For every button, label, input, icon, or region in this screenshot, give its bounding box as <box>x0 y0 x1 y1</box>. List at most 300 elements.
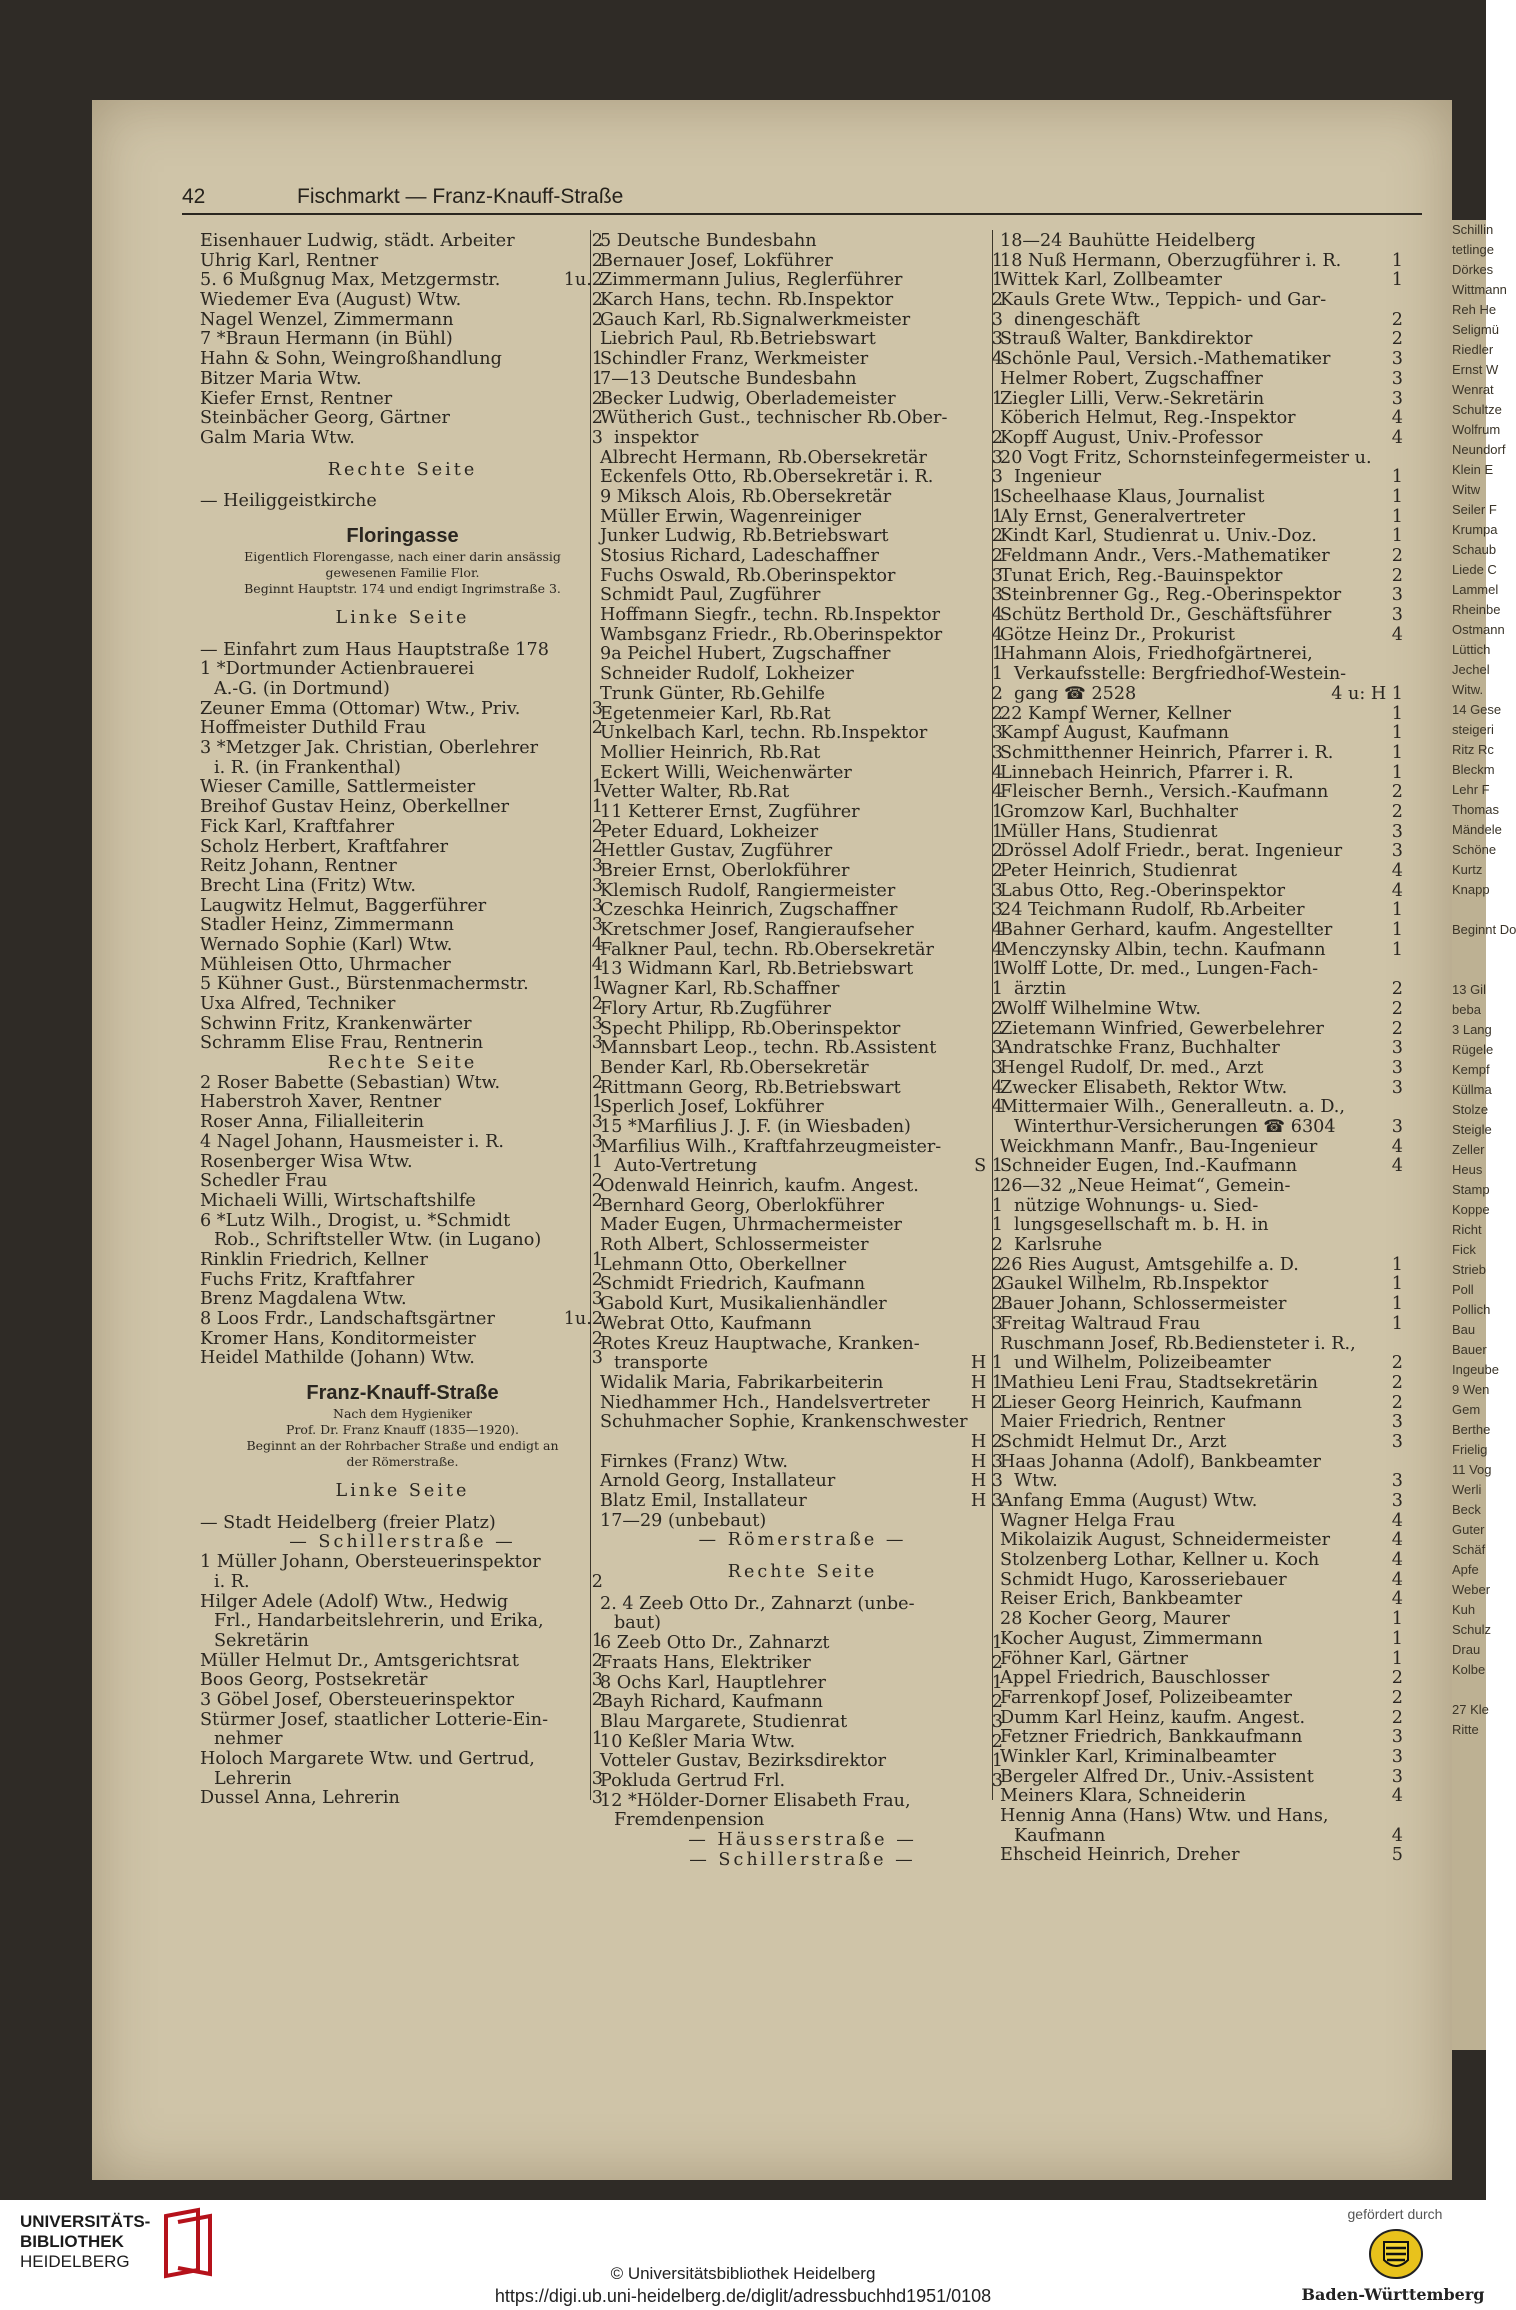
entry-text: Peter Eduard, Lokheizer <box>600 821 819 842</box>
floor-number: 3 <box>591 427 603 448</box>
floor-number: 3 <box>591 1289 603 1310</box>
resident-entry <box>200 311 605 331</box>
entry-text: nützige Wohnungs- u. Sied- <box>1014 1195 1259 1216</box>
entry-text: Bergeler Alfred Dr., Univ.-Assistent <box>1000 1766 1314 1787</box>
entry-text: Steinbrenner Gg., Reg.-Oberinspektor <box>1000 585 1342 606</box>
entry-text: Kretschmer Josef, Rangieraufseher <box>600 920 914 941</box>
floor-number: 4 <box>1391 1136 1403 1157</box>
entry-text: Schneider Eugen, Ind.-Kaufmann <box>1000 1156 1298 1177</box>
resident-entry <box>600 1315 1005 1335</box>
entry-text: Wernado Sophie (Karl) Wtw. <box>200 934 453 955</box>
neighbor-fragment: Drau <box>1452 1642 1481 1657</box>
entry-text: Schmidt Hugo, Karosseriebauer <box>1000 1569 1287 1590</box>
resident-entry <box>200 975 605 995</box>
resident-entry <box>1000 882 1405 902</box>
neighbor-fragment: Gem <box>1452 1402 1481 1417</box>
floor-number: S 1 <box>974 1156 1003 1177</box>
floor-number: 1 <box>1391 467 1403 488</box>
resident-entry <box>1000 527 1405 547</box>
entry-text: 24 Teichmann Rudolf, Rb.Arbeiter <box>1000 900 1305 921</box>
entry-text: Breier Ernst, Oberlokführer <box>600 861 850 881</box>
entry-text: Lieser Georg Heinrich, Kaufmann <box>1000 1392 1302 1413</box>
entry-text: Wütherich Gust., technischer Rb.Ober- <box>600 408 948 429</box>
floor-number: 3 <box>591 875 603 896</box>
resident-entry <box>1000 1157 1405 1177</box>
entry-text: Schmidt Helmut Dr., Arzt <box>1000 1431 1227 1452</box>
entry-text: 2 Roser Babette (Sebastian) Wtw. <box>200 1072 501 1093</box>
floor-number: 1 <box>1391 270 1403 291</box>
resident-entry <box>200 680 605 700</box>
neighbor-fragment: Seiler F <box>1452 502 1497 517</box>
floor-number: 2 <box>1391 1372 1403 1393</box>
entry-text: Reiser Erich, Bankbeamter <box>1000 1589 1243 1610</box>
entry-text: Dumm Karl Heinz, kaufm. Angest. <box>1000 1707 1306 1728</box>
floor-number: 3 <box>991 447 1003 468</box>
neighbor-fragment: Lüttich <box>1452 642 1491 657</box>
entry-text: Kiefer Ernst, Rentner <box>200 388 393 409</box>
entry-text: 2. 4 Zeeb Otto Dr., Zahnarzt (unbe- <box>600 1593 915 1614</box>
entry-text: Sekretärin <box>214 1630 309 1651</box>
sponsor-name: Baden-Württemberg <box>1301 2285 1485 2304</box>
resident-entry <box>600 842 1005 862</box>
entry-text: Fremdenpension <box>614 1810 765 1831</box>
spacer <box>200 512 605 524</box>
resident-entry <box>600 488 1005 508</box>
entry-text: Klemisch Rudolf, Rangiermeister <box>600 880 896 901</box>
resident-entry <box>600 862 1005 882</box>
floor-number: 1 <box>991 1176 1003 1196</box>
resident-entry <box>200 252 605 272</box>
section-heading: — Häusserstraße — <box>688 1830 917 1850</box>
resident-entry <box>200 370 605 390</box>
resident-entry <box>1000 1177 1405 1197</box>
entry-text: Auto-Vertretung <box>614 1156 758 1177</box>
resident-entry <box>600 1335 1005 1355</box>
floor-number: 1 <box>1391 250 1403 271</box>
entry-text: Heidel Mathilde (Johann) Wtw. <box>200 1348 475 1369</box>
entry-text: Feldmann Andr., Vers.-Mathematiker <box>1000 546 1330 566</box>
resident-entry <box>600 1433 1005 1453</box>
floor-number: 1 <box>1391 1294 1403 1315</box>
resident-entry <box>600 232 1005 252</box>
resident-entry <box>600 1059 1005 1079</box>
floor-number: H 1 <box>970 1353 1003 1374</box>
floor-number: 3 <box>1391 821 1403 842</box>
resident-entry <box>200 798 605 818</box>
floor-number: 4 <box>1391 861 1403 881</box>
entry-text: Brecht Lina (Fritz) Wtw. <box>200 875 416 896</box>
resident-entry <box>600 1098 1005 1118</box>
resident-entry <box>1000 645 1405 665</box>
neighbor-fragment: Riedler <box>1452 342 1494 357</box>
entry-text: Steinbächer Georg, Gärtner <box>200 408 450 429</box>
floor-number: 1 <box>991 1195 1003 1216</box>
resident-entry <box>1000 1020 1405 1040</box>
resident-entry <box>600 1039 1005 1059</box>
floor-number: 1 <box>1391 939 1403 960</box>
entry-text: Bernauer Josef, Lokführer <box>600 250 833 271</box>
entry-text: Lehrerin <box>214 1768 292 1789</box>
entry-text: Ziegler Lilli, Verw.-Sekretärin <box>1000 388 1265 409</box>
entry-text: 10 Keßler Maria Wtw. <box>600 1731 796 1752</box>
floor-number: 3 <box>591 1033 603 1054</box>
floor-number: 1 <box>1391 703 1403 724</box>
resident-entry <box>600 311 1005 331</box>
entry-text: Laugwitz Helmut, Baggerführer <box>200 895 487 916</box>
floor-number: 3 <box>991 309 1003 330</box>
entry-text: Winterthur-Versicherungen ☎ 6304 <box>1014 1116 1336 1137</box>
entry-text: Müller Erwin, Wagenreiniger <box>600 506 862 527</box>
entry-text: Wolff Lotte, Dr. med., Lungen-Fach- <box>1000 959 1319 980</box>
floor-number: 1 <box>991 644 1003 665</box>
floor-number: 2 <box>591 1328 603 1349</box>
floor-number: 2 <box>591 1072 603 1093</box>
floor-number: H 3 <box>970 1491 1003 1511</box>
floor-number: 1 <box>991 821 1003 842</box>
entry-text: Köberich Helmut, Reg.-Inspektor <box>1000 408 1296 429</box>
street-note: gewesenen Familie Flor. <box>325 564 480 580</box>
floor-number: 2 <box>991 1235 1003 1256</box>
entry-text: Fetzner Friedrich, Bankkaufmann <box>1000 1727 1303 1748</box>
neighbor-fragment: 13 Gil <box>1452 982 1486 997</box>
entry-text: Föhner Karl, Gärtner <box>1000 1648 1188 1669</box>
neighbor-fragment: Fick <box>1452 1242 1476 1257</box>
floor-number: 2 <box>591 250 603 271</box>
floor-number: 2 <box>1391 1668 1403 1689</box>
resident-entry <box>200 1113 605 1133</box>
floor-number: 4 <box>991 605 1003 626</box>
floor-number: 2 <box>991 427 1003 448</box>
entry-text: — Stadt Heidelberg (freier Platz) <box>200 1512 496 1533</box>
entry-text: Schütz Berthold Dr., Geschäftsführer <box>1000 605 1332 626</box>
entry-text: Bayh Richard, Kaufmann <box>600 1692 823 1713</box>
floor-number: 2 <box>991 1294 1003 1315</box>
entry-text: 5 Deutsche Bundesbahn <box>600 231 817 251</box>
entry-text: Vetter Walter, Rb.Rat <box>600 782 790 803</box>
floor-number: 4 <box>591 934 603 955</box>
resident-entry <box>1000 330 1405 350</box>
floor-number: 1 <box>1391 1313 1403 1334</box>
resident-entry <box>600 941 1005 961</box>
entry-text: Schneider Rudolf, Lokheizer <box>600 664 854 685</box>
resident-entry <box>600 1275 1005 1295</box>
logo-line: BIBLIOTHEK <box>20 2232 124 2251</box>
resident-entry <box>600 665 1005 685</box>
floor-number: 2 <box>1391 1687 1403 1708</box>
library-logo-text[interactable] <box>20 2212 150 2272</box>
neighbor-fragment: Krumpa <box>1452 522 1498 537</box>
resident-entry <box>200 1310 605 1330</box>
entry-text: Hettler Gustav, Zugführer <box>600 841 833 862</box>
entry-text: Egetenmeier Karl, Rb.Rat <box>600 703 831 724</box>
entry-text: 4 Nagel Johann, Hausmeister i. R. <box>200 1131 504 1152</box>
floor-number: 3 <box>1391 1116 1403 1137</box>
floor-number: 3 <box>991 585 1003 606</box>
resident-entry <box>600 1472 1005 1492</box>
resident-entry <box>200 838 605 858</box>
floor-number: 3 <box>991 1038 1003 1059</box>
entry-text: Schindler Franz, Werkmeister <box>600 349 869 370</box>
neighbor-fragment: Schäf <box>1452 1542 1486 1557</box>
floor-number: 4 <box>991 1077 1003 1098</box>
neighbor-fragment: tetlinge <box>1452 242 1494 257</box>
resident-entry <box>600 1752 1005 1772</box>
floor-number: 4 <box>1391 1510 1403 1531</box>
floor-number: 2 <box>991 703 1003 724</box>
resident-entry <box>200 995 605 1015</box>
resident-entry <box>600 783 1005 803</box>
floor-number: 2 <box>991 1652 1003 1673</box>
floor-number: 3 <box>991 329 1003 350</box>
column-middle <box>600 232 1005 1870</box>
resident-entry <box>200 1133 605 1153</box>
resident-entry <box>1000 449 1405 469</box>
entry-text: Wambsganz Friedr., Rb.Oberinspektor <box>600 624 943 645</box>
floor-number: 3 <box>1391 585 1403 606</box>
resident-entry <box>200 936 605 956</box>
neighbor-fragment: Bleckm <box>1452 762 1495 777</box>
floor-number: 1 <box>1391 526 1403 547</box>
entry-text: Schmidt Paul, Zugführer <box>600 585 821 606</box>
entry-text: Holoch Margarete Wtw. und Gertrud, <box>200 1749 535 1769</box>
resident-entry <box>1000 547 1405 567</box>
entry-text: Kromer Hans, Konditormeister <box>200 1328 476 1349</box>
resident-entry <box>200 1730 605 1750</box>
floor-number: 2 <box>991 1692 1003 1713</box>
floor-number: 2 <box>991 861 1003 881</box>
entry-text: Eisenhauer Ludwig, städt. Arbeiter <box>200 231 515 251</box>
entry-text: Galm Maria Wtw. <box>200 427 355 448</box>
neighbor-fragment: 27 Kle <box>1452 1702 1489 1717</box>
entry-text: Albrecht Hermann, Rb.Obersekretär <box>600 447 927 468</box>
entry-text: Boos Georg, Postsekretär <box>200 1670 428 1691</box>
resident-entry <box>200 1231 605 1251</box>
entry-text: Stosius Richard, Ladeschaffner <box>600 546 879 566</box>
floor-number: 4 <box>1391 624 1403 645</box>
entry-text: Wagner Helga Frau <box>1000 1510 1176 1531</box>
resident-entry <box>1000 1000 1405 1020</box>
resident-entry <box>200 1632 605 1652</box>
entry-text: 6 Zeeb Otto Dr., Zahnarzt <box>600 1633 830 1654</box>
resident-entry <box>1000 606 1405 626</box>
resident-entry <box>600 252 1005 272</box>
street-title: Floringasse <box>346 524 459 547</box>
entry-text: Zwecker Elisabeth, Rektor Wtw. <box>1000 1077 1288 1098</box>
entry-text: Haas Johanna (Adolf), Bankbeamter <box>1000 1451 1321 1472</box>
entry-text: Scheelhaase Klaus, Journalist <box>1000 486 1265 507</box>
entry-text: Rittmann Georg, Rb.Betriebswart <box>600 1077 901 1098</box>
resident-entry <box>200 409 605 429</box>
entry-text: Wittek Karl, Zollbeamter <box>1000 270 1222 291</box>
floor-number: 2 <box>991 998 1003 1019</box>
resident-entry <box>600 645 1005 665</box>
entry-text: 12 *Hölder-Dorner Elisabeth Frau, <box>600 1790 911 1811</box>
resident-entry <box>200 1553 605 1573</box>
floor-number: H 3 <box>970 1451 1003 1472</box>
resident-entry <box>1000 1118 1405 1138</box>
section-heading: — Schillerstraße — <box>289 1532 516 1553</box>
entry-text: Reitz Johann, Rentner <box>200 856 397 877</box>
resident-entry <box>600 724 1005 744</box>
floor-number: 3 <box>591 698 603 719</box>
entry-text: Stolzenberg Lothar, Kellner u. Koch <box>1000 1550 1320 1571</box>
resident-entry <box>1000 1472 1405 1492</box>
floor-number: 2 <box>991 1018 1003 1039</box>
neighbor-fragment: Liede C <box>1452 562 1497 577</box>
column-left <box>200 232 605 1809</box>
entry-text: Becker Ludwig, Oberlademeister <box>600 388 896 409</box>
resident-entry <box>600 685 1005 705</box>
neighbor-fragment: Steigle <box>1452 1122 1492 1137</box>
column-right <box>1000 232 1405 1866</box>
entry-text: Ingenieur <box>1014 467 1102 488</box>
entry-text: Rinklin Friedrich, Kellner <box>200 1249 428 1270</box>
resident-entry <box>600 744 1005 764</box>
entry-text: Schedler Frau <box>200 1171 328 1192</box>
street-note: Beginnt an der Rohrbacher Straße und endigt an <box>246 1438 559 1454</box>
entry-text: Eckert Willi, Weichenwärter <box>600 762 852 783</box>
floor-number: 4 <box>991 762 1003 783</box>
resident-entry <box>200 1652 605 1672</box>
floor-number: 3 <box>1391 368 1403 389</box>
resident-entry <box>600 586 1005 606</box>
floor-number: 2 <box>1391 1353 1403 1374</box>
resident-entry <box>1000 586 1405 606</box>
floor-number: 1 <box>1391 1628 1403 1649</box>
neighbor-fragment: Zeller <box>1452 1142 1485 1157</box>
neighbor-fragment: Kuh <box>1452 1602 1476 1617</box>
neighbor-fragment: Witw. <box>1452 682 1484 697</box>
entry-text: Bahner Gerhard, kaufm. Angestellter <box>1000 920 1333 941</box>
resident-entry <box>200 492 605 512</box>
resident-entry <box>600 1693 1005 1713</box>
resident-entry <box>600 1000 1005 1020</box>
floor-number: 2 <box>1391 1392 1403 1413</box>
resident-entry <box>200 271 605 291</box>
entry-text: Mannsbart Leop., techn. Rb.Assistent <box>600 1038 937 1059</box>
floor-number: 2 <box>591 1689 603 1710</box>
resident-entry <box>200 916 605 936</box>
floor-number: 2 <box>591 231 603 251</box>
resident-entry <box>600 1512 1005 1532</box>
neighbor-fragment: Schulz <box>1452 1622 1492 1637</box>
entry-text: Hahmann Alois, Friedhofgärtnerei, <box>1000 644 1313 665</box>
entry-text: Schuhmacher Sophie, Krankenschwester <box>600 1412 968 1433</box>
entry-text: Freitag Waltraud Frau <box>1000 1313 1201 1334</box>
floor-number: 4 <box>1391 1825 1403 1846</box>
floor-number: 2 <box>591 290 603 311</box>
entry-text: Ehscheid Heinrich, Dreher <box>1000 1845 1240 1866</box>
resident-entry <box>600 1197 1005 1217</box>
entry-text: Mader Eugen, Uhrmachermeister <box>600 1215 902 1236</box>
floor-number: 2 <box>1391 309 1403 330</box>
resident-entry <box>200 1015 605 1035</box>
resident-entry <box>1000 1039 1405 1059</box>
neighbor-fragment: Schaub <box>1452 542 1497 557</box>
entry-text: Mathieu Leni Frau, Stadtsekretärin <box>1000 1372 1318 1393</box>
entry-text: Marfilius Wilh., Kraftfahrzeugmeister- <box>600 1136 942 1157</box>
resident-entry <box>200 1691 605 1711</box>
neighbor-fragment: Poll <box>1452 1282 1474 1297</box>
floor-number: 2 <box>991 1274 1003 1295</box>
floor-number: 5 <box>1391 1845 1403 1866</box>
floor-number: 3 <box>591 1670 603 1691</box>
entry-text: Junker Ludwig, Rb.Betriebswart <box>600 526 889 547</box>
entry-text: Müller Helmut Dr., Amtsgerichtsrat <box>200 1650 519 1671</box>
permalink-url[interactable]: https://digi.ub.uni-heidelberg.de/diglit/adressbuchhd1951/0108 <box>494 2286 992 2306</box>
floor-number: 3 <box>991 880 1003 901</box>
floor-number: 2 <box>1391 998 1403 1019</box>
neighbor-fragment: Rheinbe <box>1452 602 1501 617</box>
resident-entry <box>200 429 605 449</box>
entry-text: Karlsruhe <box>1014 1235 1103 1256</box>
entry-text: Roth Albert, Schlossermeister <box>600 1235 869 1256</box>
entry-text: Bender Karl, Rb.Obersekretär <box>600 1057 869 1078</box>
entry-text: Bitzer Maria Wtw. <box>200 368 362 389</box>
neighbor-fragment: Wolfrum <box>1452 422 1501 437</box>
resident-entry <box>1000 1630 1405 1650</box>
resident-entry <box>1000 1059 1405 1079</box>
neighbor-fragment: steigeri <box>1452 722 1494 737</box>
resident-entry <box>200 739 605 759</box>
resident-entry <box>600 1138 1005 1158</box>
resident-entry <box>1000 1394 1405 1414</box>
neighbor-fragment: 9 Wen <box>1452 1382 1490 1397</box>
resident-entry <box>200 1290 605 1310</box>
resident-entry <box>600 1118 1005 1138</box>
entry-text: 26—32 „Neue Heimat“, Gemein- <box>1000 1176 1291 1196</box>
resident-entry <box>600 271 1005 291</box>
entry-text: Uhrig Karl, Rentner <box>200 250 379 271</box>
neighbor-fragment: Schöne <box>1452 842 1497 857</box>
resident-entry <box>200 897 605 917</box>
floor-number: 1 <box>1391 900 1403 921</box>
resident-entry <box>1000 842 1405 862</box>
floor-number: 3 <box>591 1112 603 1133</box>
floor-number: 2 <box>1391 329 1403 350</box>
entry-text: Mollier Heinrich, Rb.Rat <box>600 742 821 763</box>
neighbor-fragment: Neundorf <box>1452 442 1506 457</box>
floor-number: 4 <box>1391 1589 1403 1610</box>
floor-number: 1 <box>591 1092 603 1113</box>
entry-text: Schönle Paul, Versich.-Mathematiker <box>1000 349 1331 370</box>
neighbor-fragment: Kurtz <box>1452 862 1483 877</box>
resident-entry <box>600 626 1005 646</box>
floor-number: 2 <box>591 816 603 837</box>
entry-text: Hahn & Sohn, Weingroßhandlung <box>200 349 502 370</box>
entry-text: Gromzow Karl, Buchhalter <box>1000 801 1238 822</box>
entry-text: Bernhard Georg, Oberlokführer <box>600 1195 884 1216</box>
resident-entry <box>1000 724 1405 744</box>
resident-entry <box>1000 1413 1405 1433</box>
entry-text: Frl., Handarbeitslehrerin, und Erika, <box>214 1611 544 1632</box>
entry-text: Mikolaizik August, Schneidermeister <box>1000 1530 1331 1551</box>
floor-number: 1 <box>1391 920 1403 941</box>
section-heading: Linke Seite <box>335 607 470 628</box>
entry-text: 8 Ochs Karl, Hauptlehrer <box>600 1672 826 1693</box>
street-note: Eigentlich Florengasse, nach einer darin ansässig <box>244 548 561 564</box>
floor-number: 3 <box>1391 1727 1403 1748</box>
entry-text: Strauß Walter, Bankdirektor <box>1000 329 1253 350</box>
entry-text: i. R. (in Frankenthal) <box>214 757 401 778</box>
floor-number: 1 <box>991 388 1003 409</box>
neighbor-fragment: Beginnt Do <box>1452 922 1516 937</box>
resident-entry <box>1000 1492 1405 1512</box>
resident-entry <box>1000 1079 1405 1099</box>
neighbor-fragment: Küllma <box>1452 1082 1492 1097</box>
neighbor-fragment: Witw <box>1452 482 1481 497</box>
entry-text: Schramm Elise Frau, Rentnerin <box>200 1033 484 1054</box>
